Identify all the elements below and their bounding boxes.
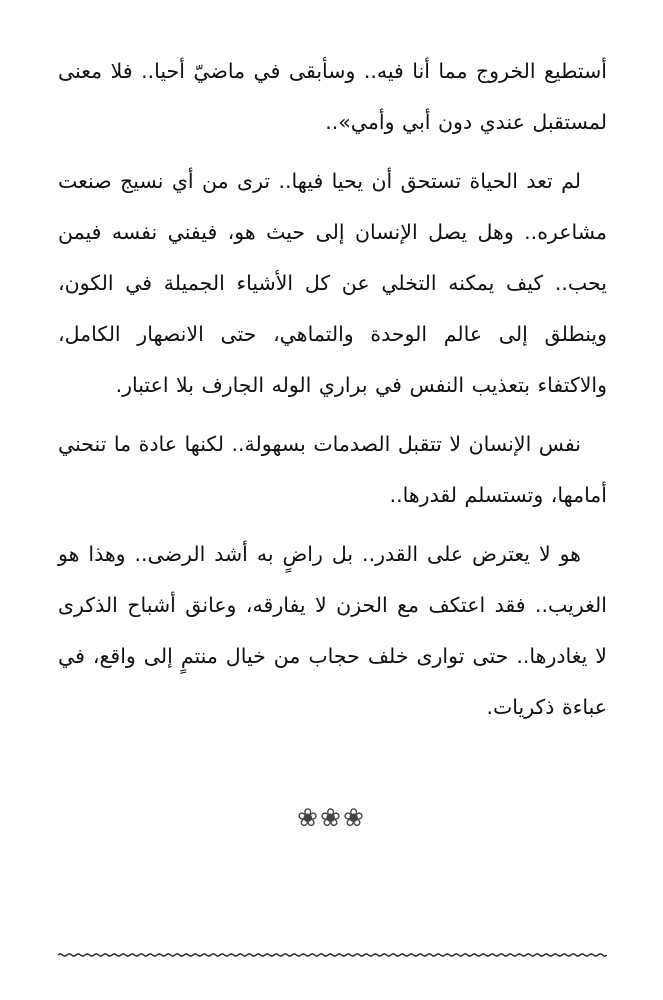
paragraph: نفس الإنسان لا تتقبل الصدمات بسهولة.. لكنها عادة ما تنحني أمامها، وتستسلم لقدرها.. bbox=[58, 432, 607, 507]
paragraph-continued: أستطيع الخروج مما أنا فيه.. وسأبقى في ماضيّ أحيا.. فلا معنى لمستقبل عندي دون أبي وأمي».. bbox=[58, 59, 607, 134]
paragraph: هو لا يعترض على القدر.. بل راضٍ به أشد الرضى.. وهذا هو الغريب.. فقد اعتكف مع الحزن لا يفارقه، وعانق أشباح الذكرى لا يغادرها.. حتى توارى خلف حجاب من خيال منتمٍ إلى واقع، في عباءة ذكريات. bbox=[58, 542, 607, 719]
paragraph: لم تعد الحياة تستحق أن يحيا فيها.. ترى من أي نسيج صنعت مشاعره.. وهل يصل الإنسان إلى حيث هو، فيفني نفسه فيمن يحب.. كيف يمكنه التخلي عن كل الأشياء الجميلة في الكون، وينطلق إلى عالم الوحدة والتماهي، حتى الانصهار الكامل، والاكتفاء بتعذيب النفس في براري الوله الجارف بلا اعتبار. bbox=[58, 169, 607, 397]
section-divider-ornament: ❀❀❀ bbox=[297, 803, 366, 832]
wavy-footer-rule-icon bbox=[58, 948, 607, 962]
page-body bbox=[58, 46, 607, 741]
